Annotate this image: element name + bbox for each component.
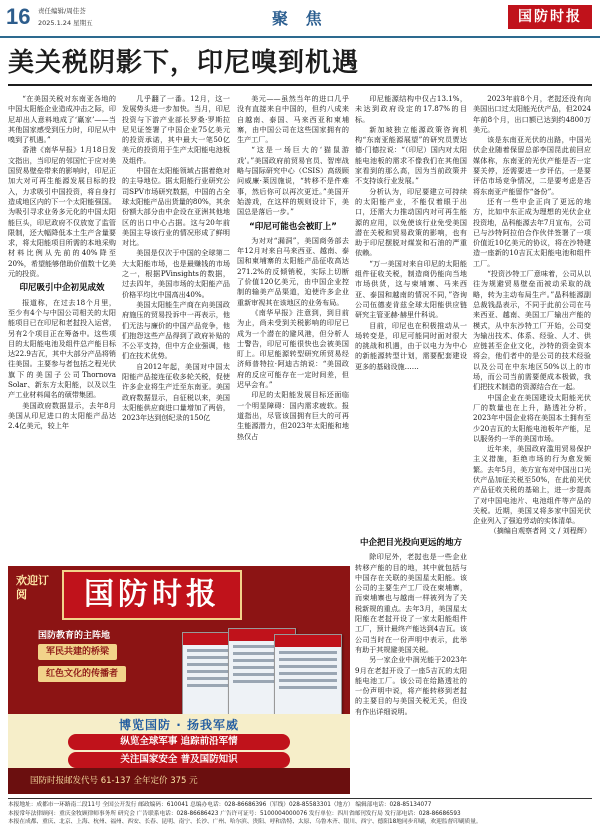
subheading: 中企把目光投向更远的地方 bbox=[359, 538, 462, 548]
publisher-info bbox=[8, 798, 592, 827]
ad-brand-logo: 国防时报 bbox=[62, 570, 242, 620]
ad-tagline: 军民共建的桥梁 bbox=[38, 644, 117, 660]
paragraph: 印尼能源结构中仅占13.1%，未达到政府设定的17.87%的目标。 bbox=[355, 94, 467, 124]
paragraph: 为对对“漏洞”，美国商务部去年12月对来自马来西亚、越南、泰国和柬埔寨的太阳能产品征收高达271.2%的反倾销税，实际上切断了价值120亿美元，由中国企业控制的输美产品渠道，迫使许多企业重新审视其在该地区的业务布局。 bbox=[237, 235, 349, 307]
paragraph: 美国是仅次于中国的全球第二大太阳能市场，也是最赚钱的市场之一，根据PVinsights的数据，过去四年，美国市场的太阳能产品价格平均比中国高出40%。 bbox=[122, 248, 230, 299]
newspaper-stack-image bbox=[182, 626, 342, 724]
article-column-2 bbox=[122, 94, 230, 558]
article-column-1 bbox=[8, 94, 116, 558]
article-column-4 bbox=[355, 94, 467, 530]
paragraph: 还有一些中企正向了更远的地方，比如中东正成为理想的光伏企业投资地，品科能源去年7月宣布，公司已与沙特阿拉伯合作伙伴签署了一项价值近10亿美元的协议，将在沙特建造一座新的10吉瓦太阳能电池和组件工厂。 bbox=[473, 196, 591, 268]
paragraph: “在美国关税对东南亚各地的中国太阳能企业造成冲击之际，印尼却出人意料地成了‘赢家’——当其他国家感受到压力时，印尼从中嗅到了机遇。” bbox=[8, 94, 116, 145]
newspaper-thumbnail bbox=[274, 634, 342, 724]
paragraph: 自2012年起，美国对中国太阳能产品接连征收多轮关税，促使许多企业将生产迁至东南亚。美国政府数据显示，自征税以来，美国太阳能供应商进口量增加了两倍，2023年达到创纪录的150亿 bbox=[122, 361, 230, 423]
ad-subscription-info: 国防时报邮发代号 61-137 全年定价 375 元 bbox=[8, 768, 350, 794]
issue-date: 2025.1.24 星期五 bbox=[38, 19, 93, 27]
paragraph: 分析认为，印尼要建立可持续的太阳能产业，不能仅着眼于出口，还需大力推动国内对可再生能源的应用，以免使该行业免受美国潜在关税和贸易政策的影响，也有助于印尼摆脱对煤炭和石油的严重依赖。 bbox=[355, 186, 467, 258]
section-title: 聚 焦 bbox=[272, 9, 328, 28]
paragraph: 近年来，美国政府滥用贸易保护主义措施，拒绝市场的行为愈发频繁。去年5月，美方宣布对中国出口光伏产品加征关税至50%，在此前光伏产品征收关税的基础上，进一步提高了对中国电池片、电池组件等产品的关税。近期，美国又将多家中国光伏企业列入了强迫劳动的实体清单。 bbox=[473, 444, 591, 526]
ad-banner: 关注国家安全 普及国防知识 bbox=[68, 752, 290, 768]
paragraph: “万一美国对来自印尼的太阳能组件征收关税，制造商仍能向当地市场供货，这与柬埔寨、马来西亚、泰国和越南的情况不同，”咨询公司伍德麦肯兹全球太阳能供应链研究主管亚赫·赫里什科说。 bbox=[355, 258, 467, 320]
paragraph: 中国企业在美国建设太阳能光伏厂的数量也在上升，路透社分析，2023年中国企业将在美国本土拥有至少20吉瓦的太阳能电池板年产能，足以服务约一半的美国市场。 bbox=[473, 392, 591, 443]
paragraph: 美元——虽然当年的进口几乎没有直接来自中国的，但约八成来自越南、泰国、马来西亚和柬埔寨，由中国公司在这些国家拥有的生产工厂。 bbox=[237, 94, 349, 145]
paragraph: “投资沙特工厂意味着，公司从以往为规避贸易壁垒而被动采取的战略，转为主动布局生产。”晶科能源副总裁钱晶表示，不同于此前公司在马来西亚、越南、美国工厂输出产能的模式，从中东沙特工厂开始，公司变为输出技术、体系、经验、人才、供应链甚至企业文化，沙特的资金资本将会，他们者中的是公司的技术经验以及公司在中东地区50%以上的市场，而公司当前需要便成本极做，我们把技术制造的资源结合在一起。 bbox=[473, 269, 591, 392]
subscription-advert bbox=[8, 566, 350, 794]
masthead-logo: 国防时报 bbox=[508, 5, 592, 29]
paragraph: 香港《南华早报》1月18日发文指出，当印尼的邻国忙于应对美国贸易壁垒带来的影响时，印尼正加大对可再生能源发展目标的投入，力求吸引中国投资，将自身打造成地区内的下一个太阳能强国。为吸引寻求业务多元化的中国太阳能巨头，印尼政府不仅放宽了监管限制，还大幅降低本土生产含量要求，将太阳能项目所需的本地采购材料比例从先前的40%降至20%，希望能够借助价值数十亿美元的投资。 bbox=[8, 145, 116, 279]
paragraph: 中国在太阳能领域占据着绝对的主导地位。据太阳能行业研究公司SPV市场研究数据，中国的占全球太阳能产品出货量的80%，其余份额大部分由中企设在亚洲其他地区的出口中心占据。这与20年前美国主导该行业的情况形成了鲜明对比。 bbox=[122, 166, 230, 248]
ad-welcome: 欢迎订阅 bbox=[16, 574, 49, 601]
publisher-line: 本报常年法律顾问：重庆金牧顾律师事务所 研究会 广告联系电话：028-86686423 广告许可证号：5100004000076 发行单位：四川省邮刊发行局 发行部电话：028-86686593 bbox=[8, 810, 461, 817]
paragraph: 另一家企业中润光能于2023年9月在老挝开设了一座5吉瓦的太阳能电池工厂。该公司在给路透社的一份声明中说，将产能转移到老挝的主要目的与美国关税无关，但没有作出详细说明。 bbox=[355, 655, 467, 716]
page-header bbox=[0, 0, 600, 38]
paragraph: 目前，印尼也在积极推动从一场转变是，印尼可能同时面对很大的挑战和机遇，由于以电力为中心的新能源转型计划，需要配套建设更多的基础设施…… bbox=[355, 320, 467, 371]
headline-divider bbox=[8, 84, 592, 86]
article-headline: 美关税阴影下，印尼嗅到机遇 bbox=[8, 48, 360, 78]
article-byline: （摘编自观察者网 文 / 刘程辉） bbox=[489, 526, 591, 536]
paragraph: 新加坡独立能源政策咨询机构“东南亚能源展望”的研究员贾达德·门德拉说：“（印尼）国内对太阳能电池板的需求不像我们在其他国家看到的那么高，因为当前政策并不支持该行业发展。” bbox=[355, 124, 467, 186]
paragraph: 美国政府数据显示，去年8月美国从印尼进口的太阳能产品达2.4亿美元，较上年 bbox=[8, 400, 116, 431]
ad-tagline: 红色文化的传播者 bbox=[38, 666, 126, 682]
article-column-5 bbox=[473, 94, 591, 794]
paragraph: “这是一场巨大的‘猫鼠游戏’。”美国政府前贸易官员、智库战略与国际研究中心（CSIS）高级顾问威廉·莱因施说，“转移不是件难事，然后你可以再次更迁。”美国开始游戏，在这样的规则设计下，美国总是落后一步。” bbox=[237, 145, 349, 217]
subheading: 印尼吸引中企初见成效 bbox=[19, 283, 105, 294]
paragraph: 报道称，在过去18个月里，至少有4个与中国公司相关的太阳能项目已在印尼和老挝投入运营，另有2个项目正在筹备中。这些项目的太阳能电池及组件总产能目标达22.9吉瓦，其中大部分产品将销往美国。主要参与者包括之程光伏旗下的美国子公司Thornova Solar、新东方太阳能，以及以生产工业材料闻名的硕带集团。 bbox=[8, 297, 116, 400]
ad-banner: 纵览全球军事 追踪前沿军情 bbox=[68, 734, 290, 750]
publisher-line: 本报地址：成都市一环路南二段11号 全国公开发行 邮政编码：610041 总编办电话：028-86686396（军线）028-85583301（地方） 编辑部电话：028-85134077 bbox=[8, 802, 432, 808]
article-column-4-lower bbox=[355, 534, 467, 792]
article-column-3 bbox=[237, 94, 349, 558]
paragraph: 印尼的太阳能发展目标还面临一个明显障碍：国内需求疲软。报道指出，尽管该国拥有巨大的可再生能源潜力，但2023年太阳能和地热仅占 bbox=[237, 390, 349, 441]
ad-slogan: 国防教育的主阵地 bbox=[38, 631, 111, 641]
paragraph: 2023年前8个月，老挝还没有向美国出口过太阳能光伏产品，但2024年前8个月，出口额已达到约4800万美元。 bbox=[473, 94, 591, 134]
paragraph: 几乎翻了一番。12月，这一发展势头进一步加快。当月，印尼投资与下游产业部长罗桑·罗斯拉尼见证签署了中国企业75亿美元的投资承诺，其中最大一笔50亿美元的投资用于生产太阳能电池板及组件。 bbox=[122, 94, 230, 165]
ad-motto: 博览国防 · 扬我军威 bbox=[119, 718, 239, 732]
paragraph: 美国太阳能生产商在向美国政府施压的贸易投诉中一再表示，他们无法与廉价的中国产品竞争，他们抱怨这些产品得到了政府补贴的不公平支持，但中方企业强调，他们在技术优势。 bbox=[122, 299, 230, 361]
paragraph: 该是东南亚光伏的出路，中国光伏企业随着保留总部李国昆此前回应媒体称，东南亚的光伏产能是否一定要关停，还需要进一步评估，一是要评估市场竞争情况，二是要考虑是否将东南亚产能留作“备份”。 bbox=[473, 135, 591, 196]
subheading: “印尼可能也会被盯上” bbox=[249, 221, 337, 232]
publisher-line: 本报在成都、重庆、北京、上海、杭州、福州、西安、长春、昆明、南宁、长沙、广州、哈尔滨、贵阳、呼和浩特、太原、乌鲁木齐、银川、西宁、德阳18地同步印刷，欢迎监督印刷质量。 bbox=[8, 819, 482, 825]
paragraph: 除印尼外，老挝也是一些企业转移产能的目的地，其中就包括与中国存在关联的美国星太阳能。该公司的主要生产工厂设在柬埔寨，而柬埔寨也与越南一样被列为了关税新规的重点。去年3月，美国星太阳能在老挝开设了一家太阳能组件工厂，预计最终产能达到4吉瓦。该公司当时在一份声明中表示，此举有助于其规避美国关税。 bbox=[355, 552, 467, 654]
paragraph: 《南华早报》注意到，到目前为止，尚未受到关税影响的印尼已成为一个潜在的避风港，但分析人士警告，印尼可能很快也会被美国盯上。印尼能源转型研究所贸易经济师普特拉·阿迪古纳说：“美国政府的反应可能存在一定时间差，但迟早会有。” bbox=[237, 307, 349, 390]
page-number: 16 bbox=[6, 4, 31, 29]
editor-credit: 责任编辑/周佳荟 bbox=[38, 7, 86, 15]
